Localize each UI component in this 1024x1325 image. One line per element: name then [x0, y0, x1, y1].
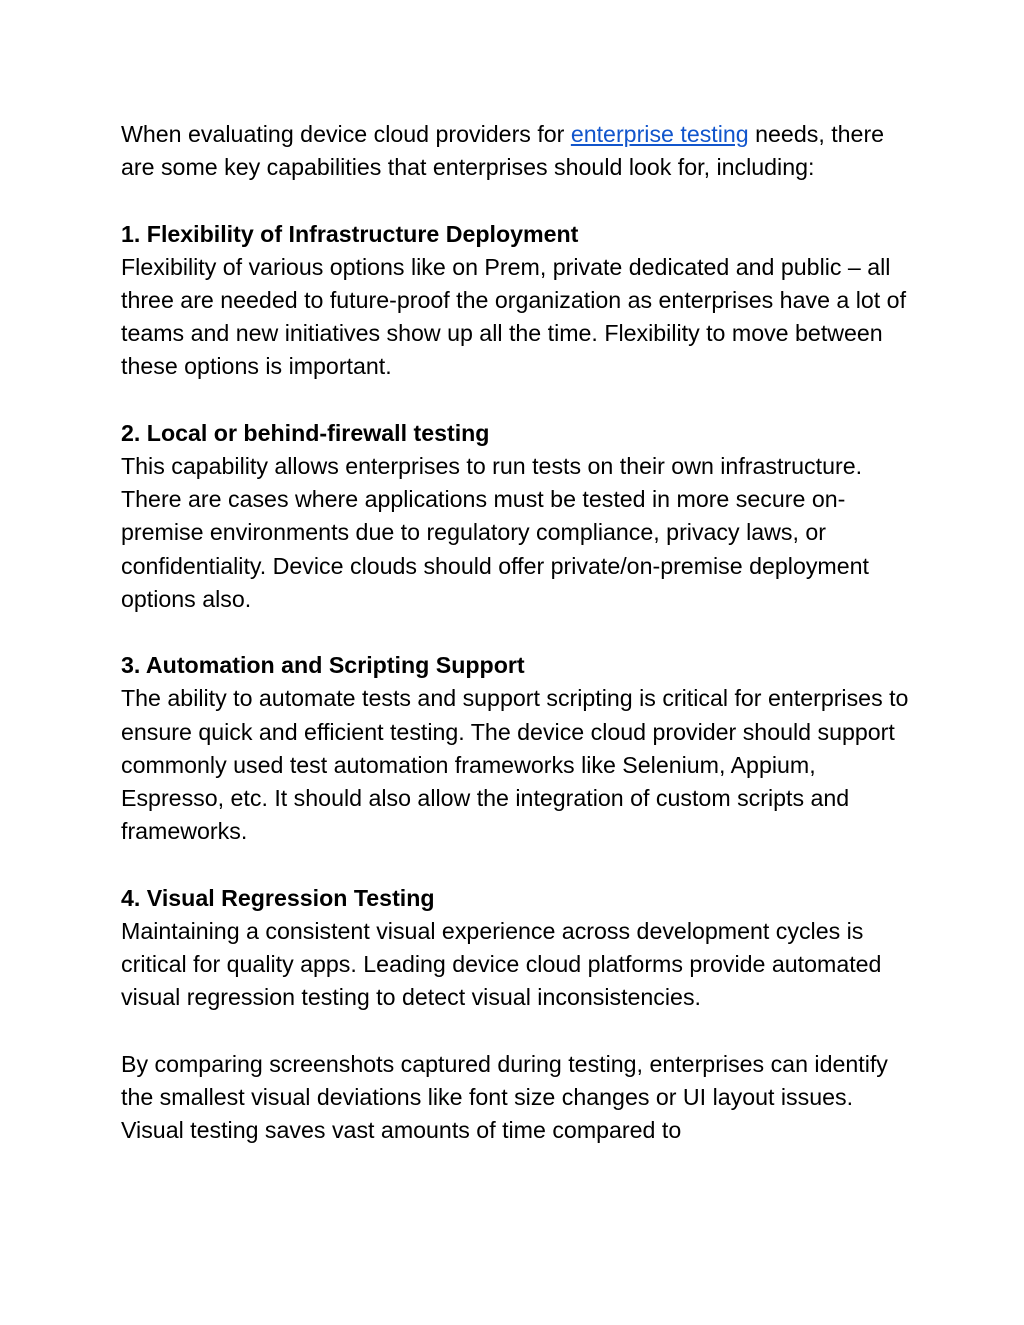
section-1-body: Flexibility of various options like on Prem, private dedicated and public – all three are needed to future-proof the organization as enterprises have a lot of teams and new initiatives show up all the time. Flexibility to move between these options is important. [121, 253, 907, 380]
paragraph-spacer [121, 1014, 921, 1047]
intro-paragraph [121, 118, 921, 184]
section-4-body: Maintaining a consistent visual experience across development cycles is critical for quality apps. Leading device cloud platforms provide automated visual regression testing to detect visual inconsistencies. [121, 917, 882, 1011]
section-2-body: This capability allows enterprises to run tests on their own infrastructure. There are cases where applications must be tested in more secure on-premise environments due to regulatory compliance, privacy laws, or confidentiality. Device clouds should offer private/on-premise deployment options also. [121, 453, 869, 612]
section-1-heading: 1. Flexibility of Infrastructure Deployment [121, 220, 579, 247]
paragraph-spacer [121, 184, 921, 217]
section-3-heading: 3. Automation and Scripting Support [121, 652, 525, 679]
paragraph-spacer [121, 384, 921, 417]
paragraph-spacer [121, 616, 921, 649]
closing-paragraph: By comparing screenshots captured during testing, enterprises can identify the smallest visual deviations like font size changes or UI layout issues. Visual testing saves vast amounts of time compared to [121, 1050, 888, 1144]
document-page [121, 118, 921, 1147]
intro-text-before: When evaluating device cloud providers for [121, 121, 571, 147]
section-4-heading: 4. Visual Regression Testing [121, 884, 435, 911]
intro-text-after: needs, there are some key capabilities that enterprises should look for, including: [121, 121, 885, 181]
section-3-body: The ability to automate tests and support scripting is critical for enterprises to ensure quick and efficient testing. The device cloud provider should support commonly used test automation frameworks like Selenium, Appium, Espresso, etc. It should also allow the integration of custom scripts and frameworks. [121, 685, 909, 845]
section-2-heading: 2. Local or behind-firewall testing [121, 419, 490, 446]
paragraph-spacer [121, 848, 921, 881]
enterprise-testing-link[interactable]: enterprise testing [570, 121, 749, 147]
